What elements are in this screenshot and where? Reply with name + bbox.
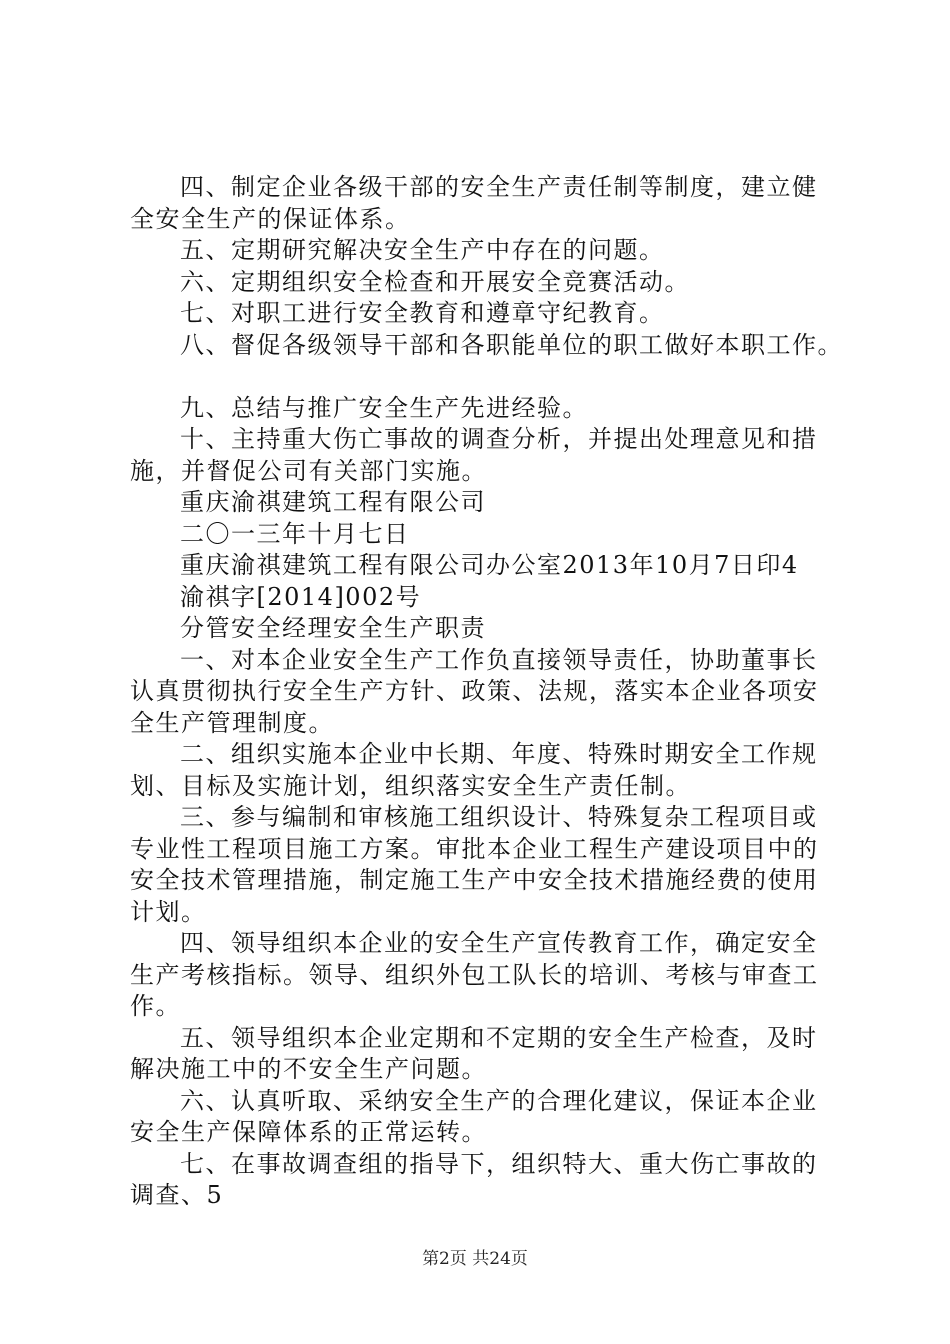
text-line: 六、定期组织安全检查和开展安全竞赛活动。 [180, 267, 690, 296]
text-line: 分管安全经理安全生产职责 [180, 614, 486, 642]
text-line: 调查、5 [130, 1181, 224, 1209]
text-line: 重庆渝祺建筑工程有限公司办公室2013年10月7日印4 [180, 551, 799, 579]
text-line: 二、组织实施本企业中长期、年度、特殊时期安全工作规 [180, 740, 818, 768]
text-line: 认真贯彻执行安全生产方针、政策、法规，落实本企业各项安 [130, 677, 819, 705]
text-line: 渝祺字[2014]002号 [180, 582, 422, 611]
text-line: 七、在事故调查组的指导下，组织特大、重大伤亡事故的 [180, 1149, 818, 1178]
text-line: 八、督促各级领导干部和各职能单位的职工做好本职工作。 [180, 330, 843, 359]
page-number: 第2页 共24页 [422, 1249, 528, 1269]
text-line: 全安全生产的保证体系。 [130, 204, 411, 233]
text-line: 划、目标及实施计划，组织落实安全生产责任制。 [130, 771, 691, 800]
text-line: 六、认真听取、采纳安全生产的合理化建议，保证本企业 [180, 1086, 818, 1115]
text-line: 施，并督促公司有关部门实施。 [130, 456, 487, 485]
text-line: 安全生产保障体系的正常运转。 [130, 1118, 487, 1146]
text-line: 五、领导组织本企业定期和不定期的安全生产检查，及时 [180, 1023, 818, 1052]
document-body [130, 172, 843, 1212]
text-line: 作。 [130, 992, 181, 1020]
text-line: 四、领导组织本企业的安全生产宣传教育工作，确定安全 [180, 929, 818, 957]
text-line: 生产考核指标。领导、组织外包工队长的培训、考核与审查工 [130, 960, 819, 989]
blank-line [130, 361, 830, 393]
text-line: 全生产管理制度。 [130, 708, 334, 737]
page-footer [0, 1244, 950, 1269]
text-line: 三、参与编制和审核施工组织设计、特殊复杂工程项目或 [180, 803, 818, 831]
text-line: 重庆渝祺建筑工程有限公司 [180, 488, 486, 516]
text-line: 安全技术管理措施，制定施工生产中安全技术措施经费的使用 [130, 866, 819, 894]
text-line: 一、对本企业安全生产工作负直接领导责任，协助董事长 [180, 645, 818, 674]
text-line: 四、制定企业各级干部的安全生产责任制等制度，建立健 [180, 173, 818, 201]
text-line: 九、总结与推广安全生产先进经验。 [180, 393, 588, 422]
text-line: 解决施工中的不安全生产问题。 [130, 1055, 487, 1083]
text-line: 十、主持重大伤亡事故的调查分析，并提出处理意见和措 [180, 425, 818, 453]
text-line: 计划。 [130, 897, 207, 926]
text-line: 专业性工程项目施工方案。审批本企业工程生产建设项目中的 [130, 834, 819, 863]
text-line: 二〇一三年十月七日 [180, 519, 410, 548]
text-line: 七、对职工进行安全教育和遵章守纪教育。 [180, 299, 665, 327]
text-line: 五、定期研究解决安全生产中存在的问题。 [180, 236, 665, 264]
